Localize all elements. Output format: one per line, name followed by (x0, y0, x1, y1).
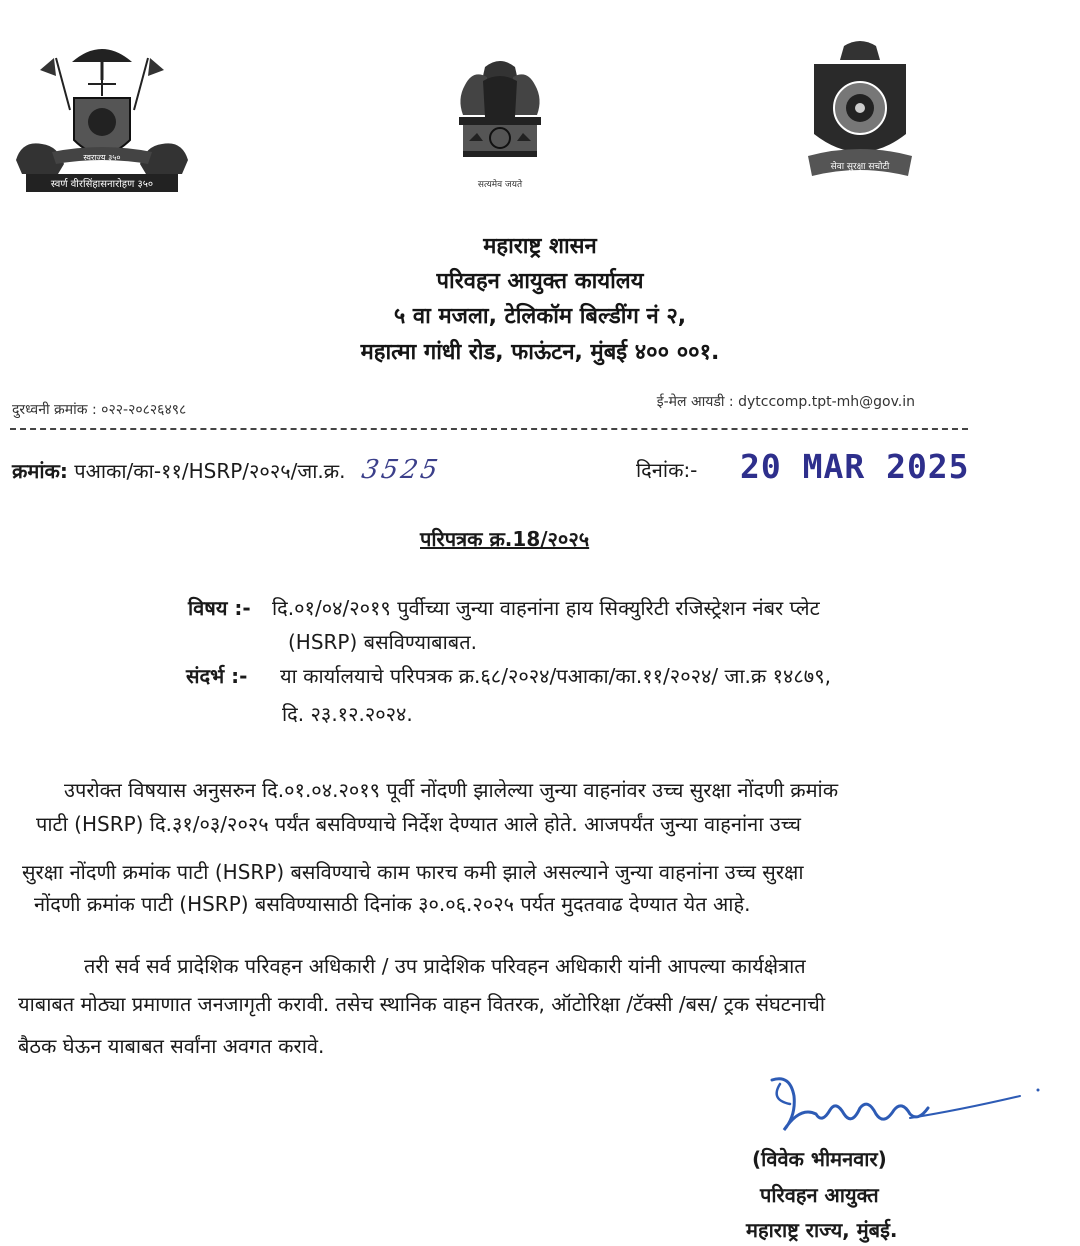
reference-label: क्रमांक: (12, 459, 68, 483)
emblem-right-motto: सेवा सुरक्षा सचोटी (830, 162, 890, 172)
email-label: ई-मेल आयडी : (656, 394, 734, 410)
transport-department-badge-icon (800, 38, 920, 193)
handwritten-signature (760, 1070, 1050, 1150)
circular-number: परिपत्रक क्र.18/२०२५ (420, 527, 590, 551)
maharashtra-royal-emblem-icon (12, 40, 192, 200)
body-paragraph-1-line: सुरक्षा नोंदणी क्रमांक पाटी (HSRP) बसविण्याचे काम फारच कमी झाले असल्याने जुन्या वाहनांना उच्च सुरक्षा (22, 860, 804, 884)
header-address-line2: महात्मा गांधी रोड, फाऊंटन, मुंबई ४०० ००१. (360, 340, 720, 365)
body-paragraph-2-line: याबाबत मोठ्या प्रमाणात जनजागृती करावी. तसेच स्थानिक वाहन वितरक, ऑटोरिक्षा /टॅक्सी /बस/ ट्रक संघटनाची (18, 992, 826, 1016)
signatory-office: महाराष्ट्र राज्य, मुंबई. (746, 1218, 898, 1242)
reference-block-line: दि. २३.१२.२०२४. (282, 702, 413, 726)
date-label: दिनांक:- (636, 458, 698, 482)
ashoka-lion-capital-icon (445, 55, 555, 195)
reference-number-row (12, 455, 443, 485)
signatory-title: परिवहन आयुक्त (760, 1183, 879, 1207)
phone-number: दुरध्वनी क्रमांक : ०२२-२०८२६४९८ (12, 402, 187, 418)
emblem-center-motto: सत्यमेव जयते (477, 180, 523, 190)
reference-block-line: या कार्यालयाचे परिपत्रक क्र.६८/२०२४/पआका/का.११/२०२४/ जा.क्र १४८७९, (280, 664, 831, 688)
body-paragraph-1-line: पाटी (HSRP) दि.३१/०३/२०२५ पर्यंत बसविण्याचे निर्देश देण्यात आले होते. आजपर्यंत जुन्या वाहनांना उच्च (36, 812, 801, 836)
header-office: परिवहन आयुक्त कार्यालय (436, 269, 644, 294)
body-paragraph-2-line: तरी सर्व सर्व प्रादेशिक परिवहन अधिकारी / उप प्रादेशिक परिवहन अधिकारी यांनी आपल्या कार्यक्षेत्रात (84, 954, 806, 978)
email-address[interactable]: dytccomp.tpt-mh@gov.in (738, 394, 915, 410)
body-paragraph-1-line: उपरोक्त विषयास अनुसरुन दि.०१.०४.२०१९ पूर्वी नोंदणी झालेल्या जुन्या वाहनांवर उच्च सुरक्षा नोंदणी क्रमांक (64, 778, 839, 802)
body-paragraph-2-line: बैठक घेऊन याबाबत सर्वांना अवगत करावे. (18, 1034, 325, 1058)
subject-line: दि.०१/०४/२०१९ पुर्वीच्या जुन्या वाहनांना हाय सिक्युरिटी रजिस्ट्रेशन नंबर प्लेट (272, 596, 820, 620)
signatory-name: (विवेक भीमनवार) (752, 1147, 887, 1171)
subject-line: (HSRP) बसविण्याबाबत. (288, 630, 477, 654)
reference-block-label: संदर्भ :- (186, 664, 248, 688)
handwritten-dispatch-number: 3525 (359, 455, 443, 485)
dashed-divider (10, 428, 968, 430)
reference-number: पआका/का-११/HSRP/२०२५/जा.क्र. (74, 459, 346, 483)
header-government: महाराष्ट्र शासन (483, 234, 597, 259)
subject-label: विषय :- (188, 596, 251, 620)
emblem-left-banner: स्वर्ण वीरसिंहासनारोहण ३५० (50, 179, 154, 190)
emblem-left-motto: स्वराज्य ३५० (83, 153, 121, 162)
email-block (657, 392, 915, 411)
date-stamp: 20 MAR 2025 (740, 447, 970, 486)
body-paragraph-1-line: नोंदणी क्रमांक पाटी (HSRP) बसविण्यासाठी दिनांक ३०.०६.२०२५ पर्यत मुदतवाढ देण्यात येत आहे. (34, 892, 751, 916)
header-address-line1: ५ वा मजला, टेलिकॉम बिल्डींग नं २, (393, 304, 687, 329)
